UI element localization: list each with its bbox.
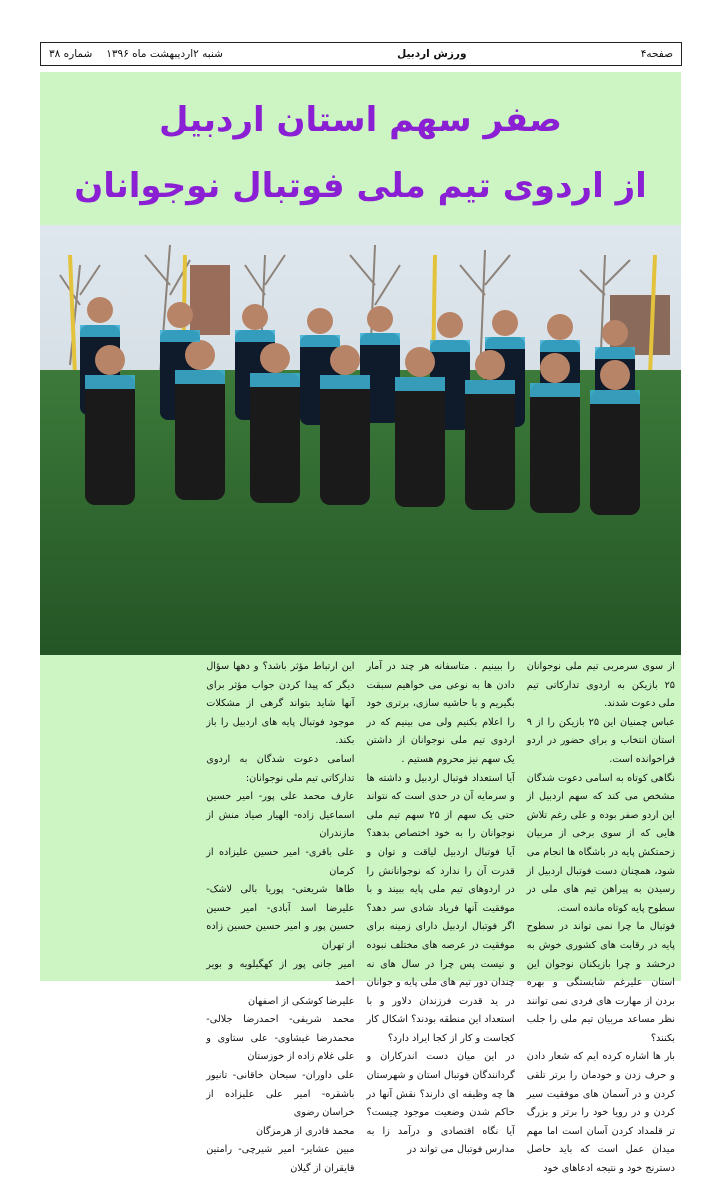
paragraph: محمد شریفی- احمدرضا جلالی-محمدرضا غیشاوی- علی ستاوی و علی غلام زاده از خوزستان <box>206 1014 355 1063</box>
paragraph: علیرضا کوشکی از اصفهان <box>247 995 355 1007</box>
paragraph: این ارتباط مؤثر باشد؟ و دهها سؤال دیگر که پیدا کردن جواب مؤثر برای آنها شاید بتواند گرهی از مشکلات موجود فوتبال پایه های اردبیل را باز بکند. <box>206 661 355 747</box>
team-photo <box>40 225 681 655</box>
paragraph: مبین عشایر- امیر شیرچی- رامتین قایقران از گیلان <box>206 1144 355 1175</box>
paragraph: فوتبال ما چرا نمی تواند در سطوح پایه در رقابت های کشوری خوش به درخشد و چرا بازیکنان نوجوان این استان علیرغم شایستگی و بهره بردن از مهارت های فردی نمی توانند نظر مساعد مربیان تیم ملی را جلب بکنند؟ <box>526 921 675 1044</box>
team-photo-image <box>40 225 681 655</box>
article-column-3 <box>200 658 360 1175</box>
article-title-line2: از اردوی تیم ملی فوتبال نوجوانان <box>74 166 647 206</box>
article-body <box>40 658 681 1175</box>
paragraph: را ببینیم . متاسفانه هر چند در آمار دادن ها به نوعی می خواهیم سبقت بگیریم و با حاشیه سازی، برتری خود را اعلام بکنیم ولی می بینیم که در اردوی تیم ملی نوجوانان از داشتن یک سهم نیز محروم هستیم . <box>366 661 515 765</box>
paragraph: عارف محمد علی پور- امیر حسین اسماعیل زاده- الهیار صیاد منش از مازندران <box>206 791 355 840</box>
page-number: صفحه۴ <box>640 48 673 60</box>
paragraph: اسامی دعوت شدگان به اردوی تدارکاتی تیم ملی نوجوانان: <box>206 753 355 784</box>
paragraph: از سوی سرمربی تیم ملی نوجوانان ۲۵ بازیکن به اردوی تدارکاتی تیم ملی دعوت شدند. <box>526 661 675 710</box>
paragraph: در این میان دست اندرکاران و گردانندگان فوتبال استان و شهرستان ها چه وظیفه ای دارند؟ نقش آنها در حاکم شدن وضعیت موجود چیست؟ آیا نگاه اقتصادی و درآمد زا به مدارس فوتبال می تواند در <box>366 1051 515 1156</box>
paragraph: امیر جانی پور از کهگیلویه و بویر احمد <box>206 958 355 989</box>
section-name: ورزش اردبیل <box>397 48 467 60</box>
paragraph: محمد قادری از هرمزگان <box>255 1125 355 1137</box>
article-column-4 <box>40 658 200 978</box>
article-panel <box>40 72 681 1175</box>
article-column-1 <box>521 658 681 1175</box>
paragraph: آیا استعداد فوتبال اردبیل و داشته ها و سرمایه آن در حدی است که نتواند حتی یک سهم از ۲۵ سهم تیم ملی نوجوانان را به خود اختصاص بدهد؟ آیا فوتبال اردبیل لیاقت و توان و قدرت آن را ندارد که نوجوانانش را در اردوهای تیم ملی پایه ببیند و با موفقیت آنها فریاد شادی سر دهد؟ اگر فوتبال اردبیل دارای زمینه برای موفقیت در عرصه های مختلف نبوده و نیست پس چرا در سال های نه چندان دور تیم های ملی پایه و جوانان در ید قدرت فرزندان دلاور و با استعداد این منطقه بودند؟ اشکال کار کجاست و کار از کجا ایراد دارد؟ <box>366 772 515 1044</box>
page-header <box>40 42 682 66</box>
paragraph: نگاهی کوتاه به اسامی دعوت شدگان مشخص می کند که سهم اردبیل از این اردو صفر بوده و علی رغم تلاش هایی که از سوی برخی از مربیان زحمتکش پایه در باشگاه ها انجام می شود، همچنان دست فوتبال اردبیل از رسیدن به پیراهن تیم های ملی در سطوح پایه کوتاه مانده است. <box>526 772 675 914</box>
paragraph: طاها شریعتی- پوریا بالی لاشک-علیرضا اسد آبادی- امیر حسین حسین پور و امیر حسین حسین زاده از تهران <box>206 884 355 951</box>
issue-number: شماره ۳۸ <box>49 48 93 60</box>
paragraph: علی باقری- امیر حسین علیزاده از کرمان <box>206 846 355 877</box>
paragraph: بار ها اشاره کرده ایم که شعار دادن و حرف زدن و خودمان را برتر تلقی کردن و در آسمان های موفقیت سیر کردن و در رویا خود را برتر و بزرگ تر قلمداد کردن آسان است اما مهم میدان عمل است که باید حاصل دسترنج خود و نتیجه ادعاهای خود <box>526 1051 675 1175</box>
paragraph: عباس چمنیان این ۲۵ بازیکن را از ۹ استان انتخاب و برای حضور در اردو فراخوانده است. <box>526 716 675 765</box>
issue-date: شنبه ۲اردیبهشت ماه ۱۳۹۶ <box>106 48 223 60</box>
article-title-line1: صفر سهم استان اردبیل <box>159 100 562 140</box>
article-column-2 <box>361 658 521 1156</box>
paragraph: علی داوران- سبحان خاقانی- تانیور باشقره- امیر علی علیزاده از خراسان رضوی <box>206 1070 355 1119</box>
issue-info <box>49 48 223 60</box>
